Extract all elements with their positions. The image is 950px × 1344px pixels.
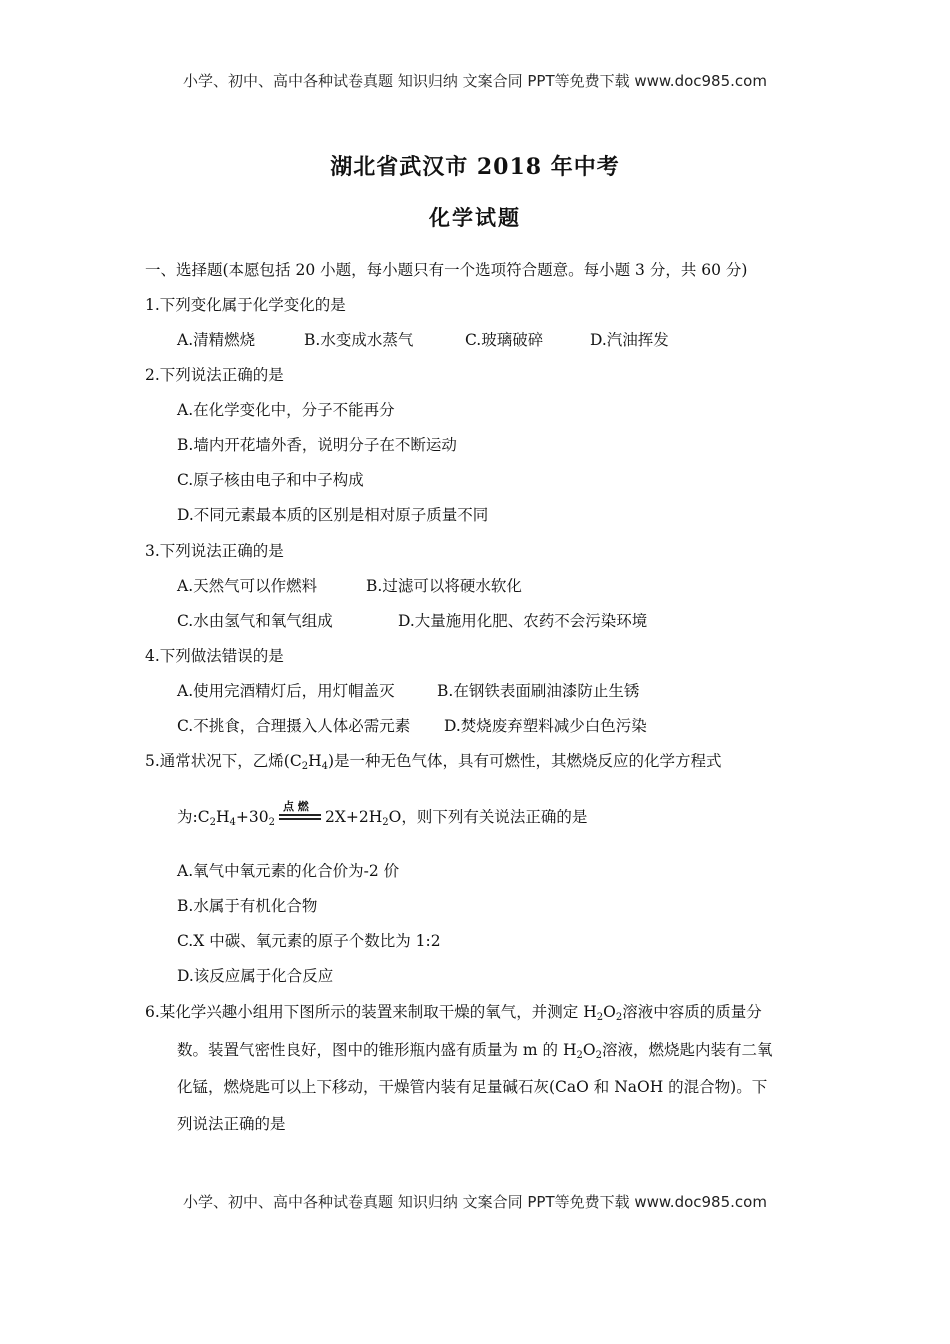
question-1-stem: 1.下列变化属于化学变化的是 <box>145 296 346 314</box>
reaction-condition <box>275 800 325 822</box>
question-4-option-b: B.在钢铁表面刷油漆防止生锈 <box>437 682 640 700</box>
condition-label: 点 燃 <box>282 800 309 813</box>
eq-o2: +30 <box>235 808 269 826</box>
question-6-line-2 <box>177 1038 772 1061</box>
question-2-stem: 2.下列说法正确的是 <box>145 366 284 384</box>
q6-l1-post: 溶液中容质的质量分 <box>622 1003 762 1021</box>
exam-subtitle: 化学试题 <box>429 205 521 230</box>
q6-l2-sub-a: 2 <box>576 1050 583 1061</box>
page-header: 小学、初中、高中各种试卷真题 知识归纳 文案合同 PPT等免费下载 www.doc985.com <box>183 72 767 90</box>
question-6-line-4: 列说法正确的是 <box>177 1115 286 1133</box>
q5-stem-pre: 5.通常状况下，乙烯(C <box>145 752 302 770</box>
question-5-option-d: D.该反应属于化合反应 <box>177 967 334 985</box>
exam-title: 湖北省武汉市 2018 年中考 <box>330 154 620 180</box>
question-4-option-d: D.焚烧废弃塑料减少白色污染 <box>444 717 647 735</box>
eq-rhs: 2X+2H <box>324 808 383 826</box>
question-5-option-c: C.X 中碳、氧元素的原子个数比为 1:2 <box>177 932 441 950</box>
q6-l1-pre: 6.某化学兴趣小组用下图所示的装置来制取干燥的氧气，并测定 H <box>145 1003 597 1021</box>
question-5-stem <box>145 749 722 772</box>
question-3-option-d: D.大量施用化肥、农药不会污染环境 <box>398 612 648 630</box>
question-2-option-d: D.不同元素最本质的区别是相对原子质量不同 <box>177 506 489 524</box>
question-1-option-d: D.汽油挥发 <box>590 331 669 349</box>
question-6-line-3: 化锰，燃烧匙可以上下移动，干燥管内装有足量碱石灰(CaO 和 NaOH 的混合物)。下 <box>177 1078 768 1096</box>
section-heading: 一、选择题(本愿包括 20 小题，每小题只有一个选项符合题意。每小题 3 分，共 60 分) <box>145 261 748 279</box>
eq-sub-h: 4 <box>229 817 236 828</box>
q5-sub-4: 4 <box>321 761 328 772</box>
eq-tail: O，则下列有关说法正确的是 <box>388 808 588 826</box>
question-4-option-c: C.不挑食，合理摄入人体必需元素 <box>177 717 411 735</box>
question-1-option-b: B.水变成水蒸气 <box>304 331 414 349</box>
question-1-option-a: A.清精燃烧 <box>177 331 256 349</box>
question-3-option-a: A.天然气可以作燃料 <box>177 577 318 595</box>
question-3-stem: 3.下列说法正确的是 <box>145 542 284 560</box>
q6-l1-mid: O <box>603 1003 616 1021</box>
q5-sub-2: 2 <box>301 761 309 772</box>
q6-l1-sub-a: 2 <box>596 1012 604 1023</box>
q6-l1-sub-b: 2 <box>615 1012 623 1023</box>
question-3-option-c: C.水由氢气和氧气组成 <box>177 612 333 630</box>
question-4-option-a: A.使用完酒精灯后，用灯帽盖灭 <box>177 682 395 700</box>
page-footer: 小学、初中、高中各种试卷真题 知识归纳 文案合同 PPT等免费下载 www.doc985.com <box>183 1193 767 1211</box>
question-4-stem: 4.下列做法错误的是 <box>145 647 284 665</box>
question-5-equation <box>177 800 588 828</box>
question-3-option-b: B.过滤可以将硬水软化 <box>366 577 522 595</box>
eq-lead: 为:C <box>177 808 210 826</box>
eq-sub-h2o: 2 <box>382 817 389 828</box>
equal-bar-top <box>279 814 321 816</box>
eq-sub-o: 2 <box>268 817 275 828</box>
q6-l2-sub-b: 2 <box>595 1050 602 1061</box>
question-1-option-c: C.玻璃破碎 <box>465 331 544 349</box>
question-2-option-a: A.在化学变化中，分子不能再分 <box>177 401 395 419</box>
q5-h: H <box>308 752 322 770</box>
question-2-option-c: C.原子核由电子和中子构成 <box>177 471 364 489</box>
q6-l2-pre: 数。装置气密性良好，图中的锥形瓶内盛有质量为 m 的 H <box>177 1041 577 1059</box>
question-5-option-b: B.水属于有机化合物 <box>177 897 318 915</box>
question-5-option-a: A.氧气中氧元素的化合价为-2 价 <box>177 862 400 880</box>
eq-h: H <box>215 808 230 826</box>
q5-stem-post: )是一种无色气体，具有可燃性，其燃烧反应的化学方程式 <box>327 752 722 770</box>
eq-sub-c: 2 <box>209 817 216 828</box>
q6-l2-mid: O <box>582 1041 596 1059</box>
q6-l2-post: 溶液，燃烧匙内装有二氧 <box>601 1041 773 1059</box>
question-6-line-1 <box>145 1000 762 1023</box>
question-2-option-b: B.墙内开花墙外香，说明分子在不断运动 <box>177 436 457 454</box>
equal-bar-bottom <box>279 818 321 820</box>
